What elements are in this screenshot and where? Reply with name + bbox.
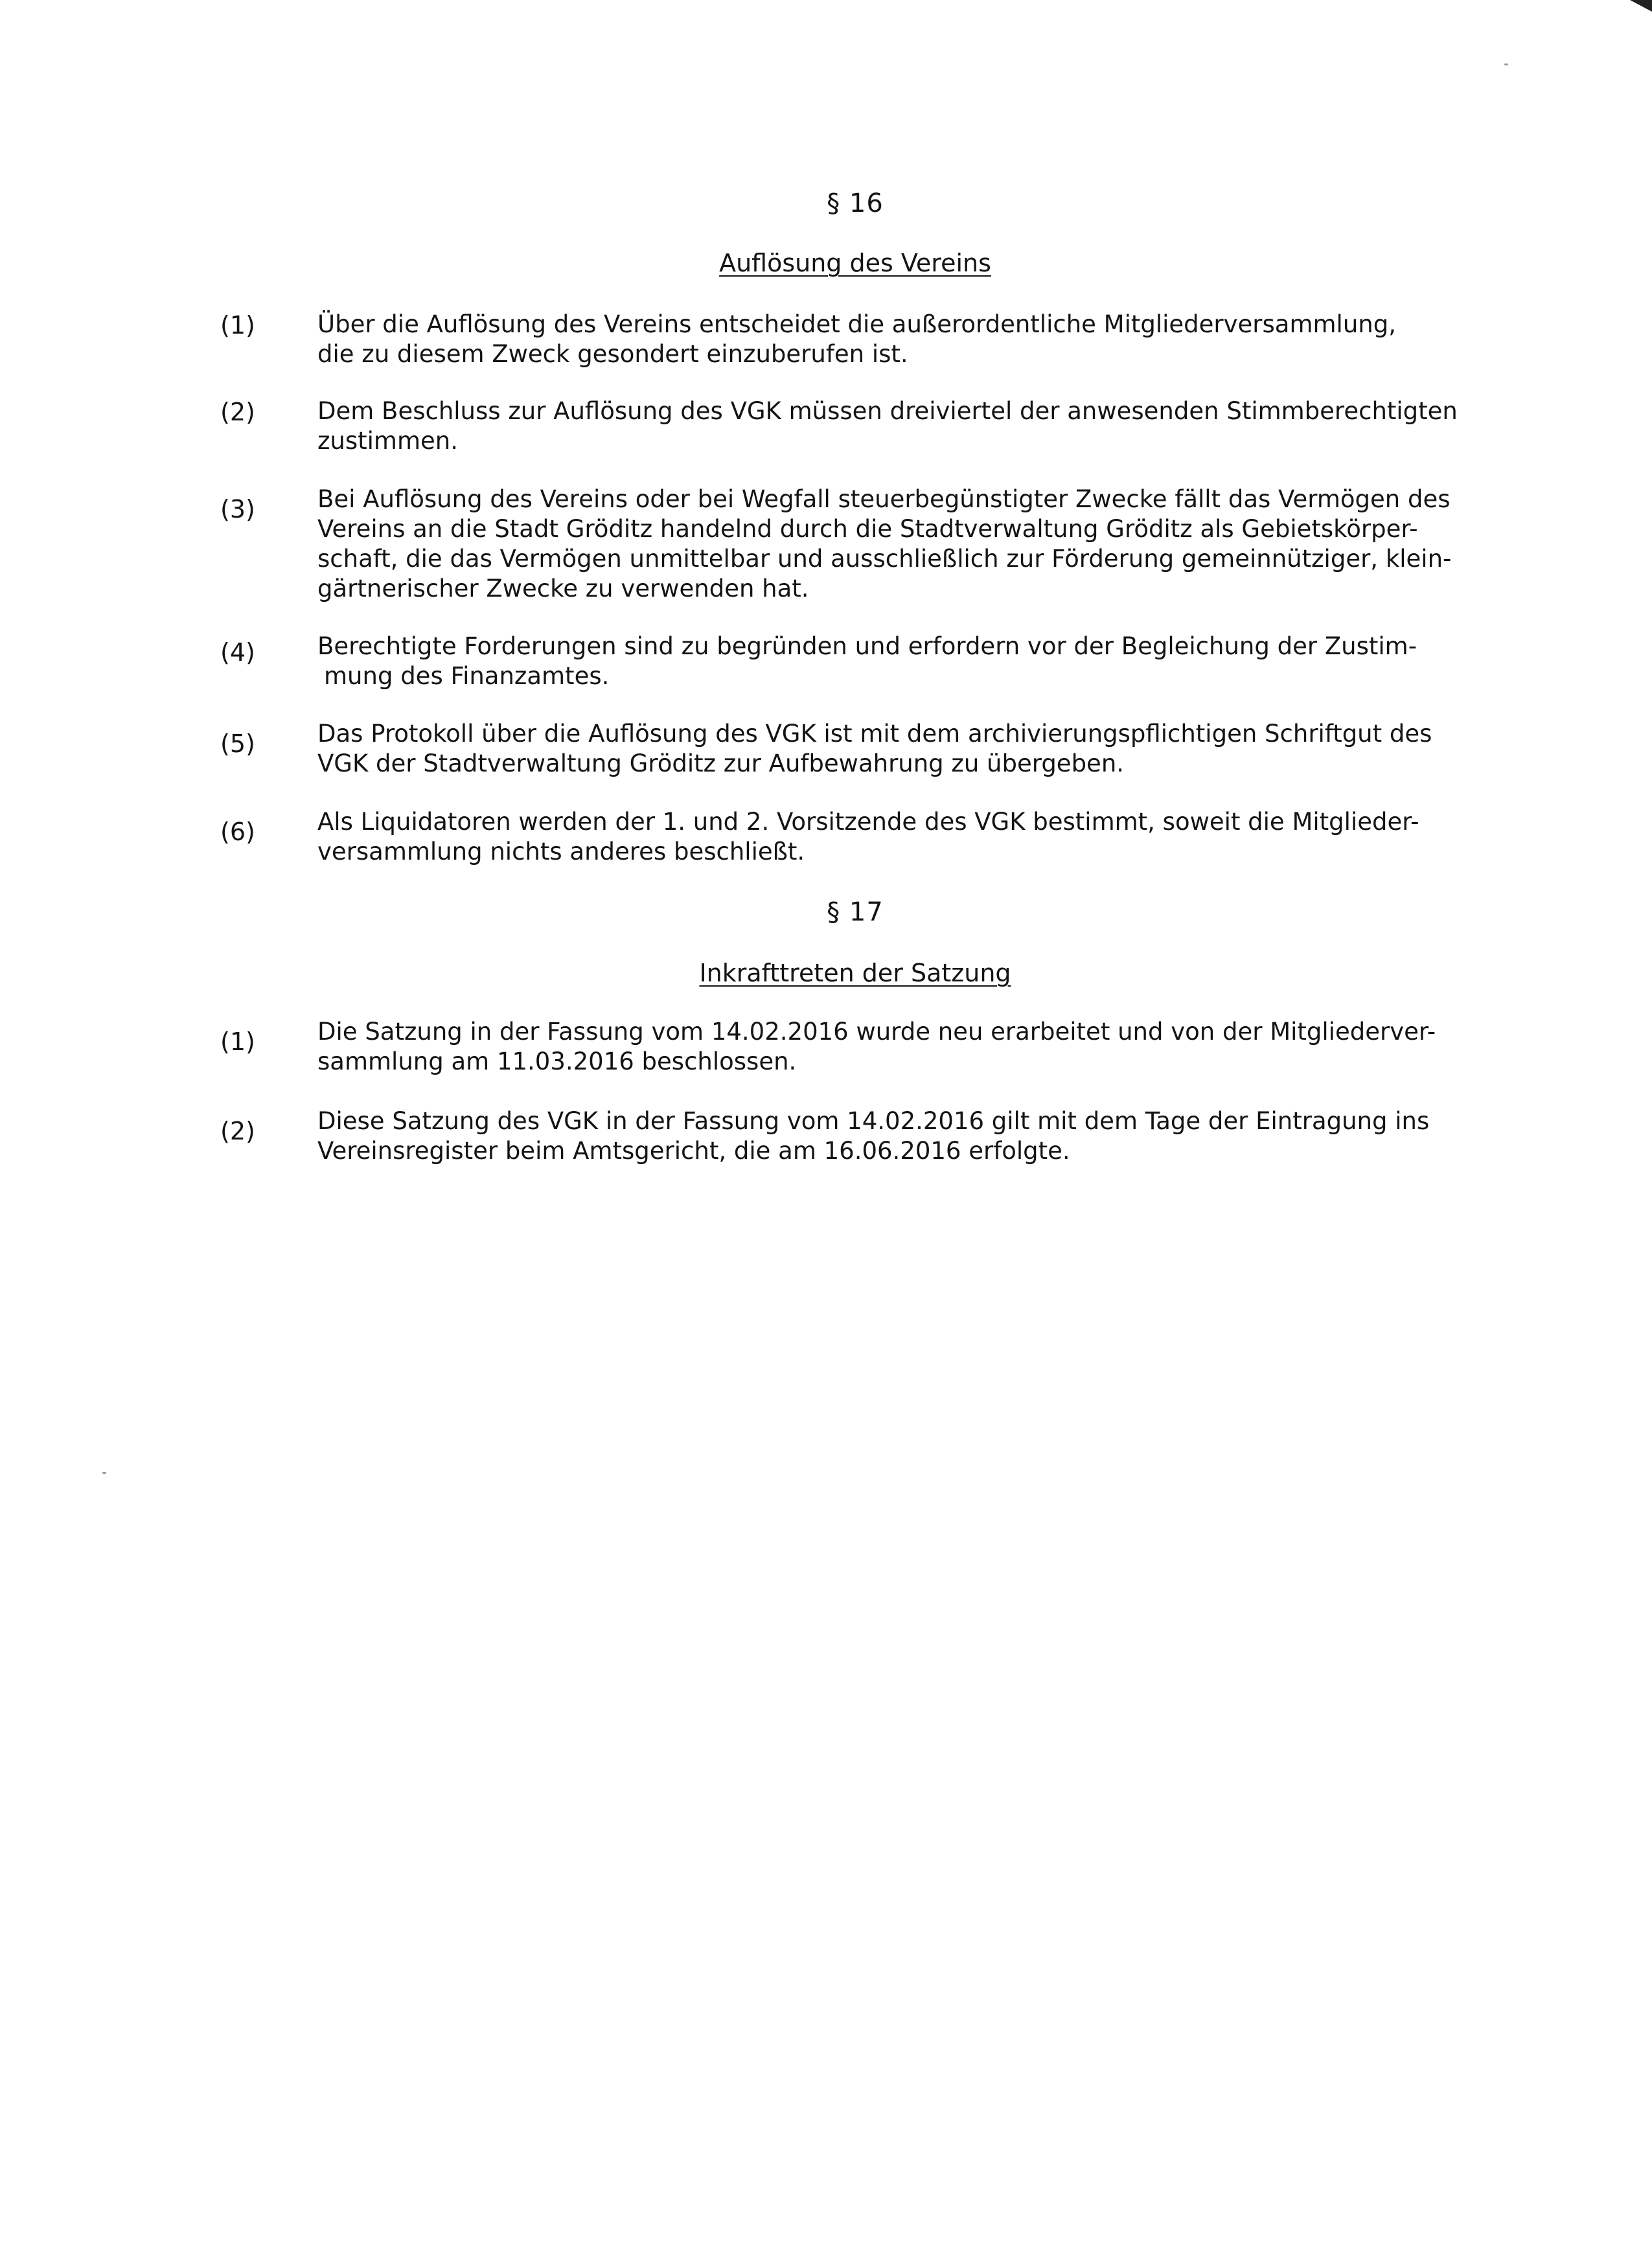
paragraph-text bbox=[317, 807, 1509, 867]
paragraph-number: (6) bbox=[220, 818, 255, 846]
text-line: mung des Finanzamtes. bbox=[324, 662, 610, 690]
paragraph-number: (2) bbox=[220, 398, 255, 426]
section-16-number: § 16 bbox=[827, 189, 884, 218]
text-line: gärtnerischer Zwecke zu verwenden hat. bbox=[317, 575, 809, 602]
text-line: sammlung am 11.03.2016 beschlossen. bbox=[317, 1048, 797, 1075]
paragraph-number: (2) bbox=[220, 1117, 255, 1145]
paragraph-text bbox=[317, 1017, 1509, 1077]
paragraph-number: (1) bbox=[220, 311, 255, 339]
text-line: VGK der Stadtverwaltung Gröditz zur Aufbewahrung zu übergeben. bbox=[317, 750, 1125, 777]
text-line: Als Liquidatoren werden der 1. und 2. Vorsitzende des VGK bestimmt, soweit die Mitglieder- bbox=[317, 808, 1419, 836]
paragraph-text bbox=[317, 396, 1509, 456]
text-line: Das Protokoll über die Auflösung des VGK ist mit dem archivierungspflichtigen Schriftgut des bbox=[317, 720, 1432, 748]
paragraph-number: (5) bbox=[220, 729, 255, 758]
paragraph-text bbox=[317, 1106, 1509, 1166]
text-line: Vereins an die Stadt Gröditz handelnd durch die Stadtverwaltung Gröditz als Gebietskörper- bbox=[317, 515, 1418, 543]
text-line: die zu diesem Zweck gesondert einzuberufen ist. bbox=[317, 340, 908, 368]
text-line: Die Satzung in der Fassung vom 14.02.2016 wurde neu erarbeitet und von der Mitgliederver- bbox=[317, 1018, 1436, 1046]
text-line: Dem Beschluss zur Auflösung des VGK müssen dreiviertel der anwesenden Stimmberechtigten bbox=[317, 397, 1458, 425]
scan-speck bbox=[102, 1472, 106, 1474]
section-17-title: Inkrafttreten der Satzung bbox=[699, 959, 1011, 987]
section-16-title: Auflösung des Vereins bbox=[719, 249, 991, 277]
paragraph-number: (4) bbox=[220, 638, 255, 667]
text-line: versammlung nichts anderes beschließt. bbox=[317, 838, 805, 865]
paragraph-text bbox=[317, 632, 1509, 691]
paragraph-text bbox=[317, 485, 1509, 604]
text-line: Berechtigte Forderungen sind zu begründen und erfordern vor der Begleichung der Zustim- bbox=[317, 632, 1417, 660]
text-line: schaft, die das Vermögen unmittelbar und ausschließlich zur Förderung gemeinnütziger, klein- bbox=[317, 545, 1452, 573]
text-line: Über die Auflösung des Vereins entscheidet die außerordentliche Mitgliederversammlung, bbox=[317, 310, 1396, 338]
paragraph-number: (1) bbox=[220, 1027, 255, 1056]
section-17-number: § 17 bbox=[827, 897, 884, 927]
text-line: Vereinsregister beim Amtsgericht, die am 16.06.2016 erfolgte. bbox=[317, 1137, 1070, 1165]
text-line: zustimmen. bbox=[317, 427, 458, 455]
text-line: Bei Auflösung des Vereins oder bei Wegfall steuerbegünstigter Zwecke fällt das Vermögen des bbox=[317, 485, 1451, 513]
paragraph-text bbox=[317, 310, 1509, 369]
paragraph-text bbox=[317, 719, 1509, 779]
text-line: Diese Satzung des VGK in der Fassung vom 14.02.2016 gilt mit dem Tage der Eintragung ins bbox=[317, 1107, 1430, 1135]
paragraph-number: (3) bbox=[220, 495, 255, 523]
scan-corner-mark bbox=[1630, 0, 1652, 12]
scan-speck bbox=[1504, 63, 1508, 65]
